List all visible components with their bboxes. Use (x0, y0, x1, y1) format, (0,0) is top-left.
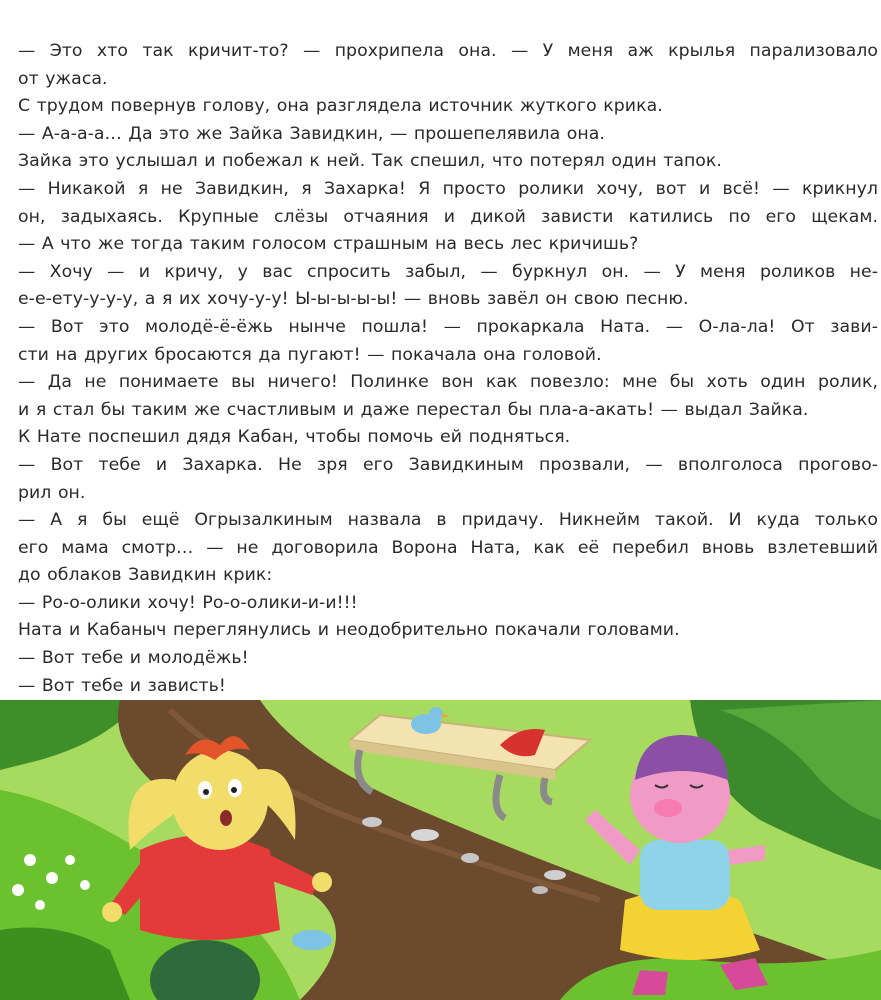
text-line: — Да не понимаете вы ничего! Полинке вон как повезло: мне бы хоть один ролик, (18, 372, 878, 393)
stone (411, 829, 439, 841)
text-line: е-е-ету-у-у-у, а я их хочу-у-у! Ы-ы-ы-ы-ы! — вновь завёл он свою песню. (18, 289, 689, 310)
text-line: — А что же тогда таким голосом страшным на весь лес кричишь? (18, 234, 639, 255)
illustration-canvas (0, 700, 881, 1000)
text-line: К Нате поспешил дядя Кабан, чтобы помочь ей подняться. (18, 427, 571, 448)
text-line: — Никакой я не Завидкин, я Захарка! Я просто ролики хочу, вот и всё! — крикнул (18, 178, 878, 199)
text-line: — Вот тебе и зависть! (18, 675, 226, 696)
stone (461, 853, 479, 863)
story-illustration (0, 700, 881, 1000)
text-line: — Это хто так кричит-то? — прохрипела она. — У меня аж крылья парализовало (18, 41, 878, 61)
stone (532, 886, 548, 894)
text-line: — Ро-о-олики хочу! Ро-о-олики-и-и!!! (18, 592, 358, 613)
stone (362, 817, 382, 827)
pig-top (640, 840, 730, 910)
text-line: — А я бы ещё Огрызалкиным назвала в придачу. Никнейм такой. И куда только (18, 510, 878, 531)
text-line: его мама смотр… — не договорила Ворона Ната, как её перебил вновь взлетевший (18, 537, 878, 558)
text-line: до облаков Завидкин крик: (18, 565, 273, 586)
text-line: С трудом повернув голову, она разглядела источник жуткого крика. (18, 96, 663, 117)
bunny-shirt (140, 835, 280, 940)
text-line: сти на других бросаются да пугают! — покачала она головой. (18, 344, 602, 365)
text-line: он, задыхаясь. Крупные слёзы отчаяния и дикой зависти катились по его щекам. (18, 206, 878, 227)
text-line: от ужаса. (18, 68, 108, 89)
bunny-head (172, 750, 268, 850)
text-line: и я стал бы таким же счастливым и даже перестал бы пла-а-акать! — выдал Зайка. (18, 399, 809, 420)
text-line: Зайка это услышал и побежал к ней. Так спешил, что потерял один тапок. (18, 151, 722, 172)
text-line: — Вот это молодё-ё-ёжь нынче пошла! — прокаркала Ната. — О-ла-ла! От зави- (18, 316, 878, 337)
text-line: — Вот тебе и молодёжь! (18, 648, 249, 669)
text-line: — Вот тебе и Захарка. Не зря его Завидкиным прозвали, — вполголоса прогово- (18, 454, 878, 475)
text-line: рил он. (18, 482, 86, 503)
lost-slipper (292, 930, 332, 950)
stone (544, 870, 566, 880)
text-line: — Хочу — и кричу, у вас спросить забыл, — буркнул он. — У меня роликов не- (18, 261, 878, 282)
story-text (18, 38, 878, 700)
text-line: Ната и Кабаныч переглянулись и неодобрительно покачали головами. (18, 620, 680, 641)
text-line: — А-а-а-а… Да это же Зайка Завидкин, — прошепелявила она. (18, 123, 605, 144)
